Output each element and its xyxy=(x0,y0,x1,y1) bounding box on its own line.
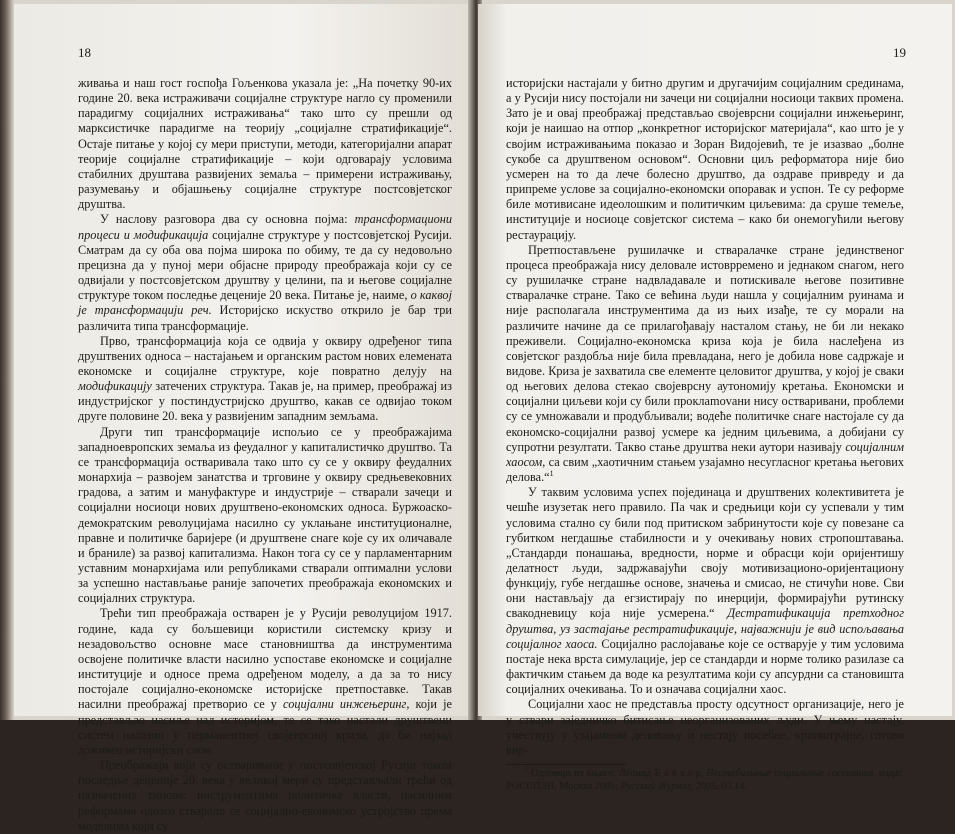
page-number: 18 xyxy=(78,45,91,60)
paragraph: Социјални хаос не представља просту одсутност организације, него је у ствари заједничко битисање неорганизованих људи. У њему настају, учествују у узајамном деловању и нестају посебне, краткотрајне, готово вир- xyxy=(506,697,904,757)
emphasis: модификацију xyxy=(78,379,152,394)
footnote-ref[interactable]: 1 xyxy=(549,468,554,478)
paragraph: Други тип трансформације испољио се у преображајима западноевропских земаља из феудалног у капиталистичко друштво. Та се трансформација остваривала тако што су се у оквиру феудалних монархија – развојем занатства и трговине у оквиру средњевековних градова, а затим и мануфактуре и индустрије – стварали зачеци и социјални носиоци нових друштвено-економских односа. Буржоаско-демократским револуцијама насилно су уклањане институционалне, правне и политичке баријере (и друштвене снаге које су их оличавале и браниле) за развој капитализма. Након тога су се у парламентарним уставним монархијама или републиками стварали оптимални услови за успешно настављање раније започетих преображаја економских и социјалних структура. xyxy=(78,424,452,606)
footnote-number: 1 xyxy=(524,764,528,774)
paragraph: У наслову разговора два су основна појма: трансформациони процеси и модификација социјалне структуре у постсовјетској Русији. Сматрам да су оба ова појма широка по обиму, те да су недовољно прецизна да у пуној мери објасне природу преображаја који су се одвијали у постсовјетском друштву у целини, па и његове социјалне структуре током последње деценије 20 века. Питање је, наиме, о каквој је трансформацији реч. Историјско искуство открило је бар три различита типа трансформације. xyxy=(78,212,453,333)
paragraph: живања и наш гост госпођа Гољенкова указала је: „На почетку 90-их године 20. века истраживачи социјалне структуре нагло су променили парадигму социјалних истраживања“ тако што су прешли од марксистичке парадигме на теорију „социјалне стратификације“. Остаје питање у којој су мери приступи, методи, категоријални апарат теорије социјалне стратификације – који одговарају условима стабилних друштава развијених земаља – примерени истраживању, разумевању и објашњењу социјалне структуре постсовјетског друштва. xyxy=(78,76,452,212)
left-page-body xyxy=(78,76,452,834)
emphasis: социјалним хаосом, xyxy=(506,439,904,469)
paragraph: Трећи тип преображаја остварен је у Русији револуцијом 1917. године, када су бољшевици користили системску кризу и незадовољство основне масе становништва да инструментима освојене политичке власти насилно успоставе економске и социјалне институције и односе према одређеном моделу, а да за то нису постојале социјално-економске историјске претпоставке. Такав насилни преображај претворио се у социјални инжењеринг, који је представљао насиље над историјом, те се тако настали друштвени систем налазио у перманентној својеврсној кризи, да би најзад доживео историјски слом. xyxy=(78,606,453,757)
emphasis: социјални инжењеринг, xyxy=(283,697,410,712)
right-page-body xyxy=(506,76,904,793)
paragraph: Претпостављене рушилачке и стваралачке стране јединственог процеса преображаја нису деловале истоврремено и једнаком снагом, него су рушилачке стране надвладавале и потискивале његове позитивне стваралачке стране. Тако се већина људи нашла у социјалним руинама и није располагала инструментима да из њих изађе, те су морали на различите начине да се прилагођавају насталом стању, не би ли некако преживели. Социјално-економска криза која је била наслеђена из совјетског раздобља није била превладана, него је добила нове садржаје и видове. Криза је захватила све елементе целовитог друштва, у којој је сваки од његових делова стекао својеврсну аутономију кретања. Економски и социјални циљеви који су били проклаmovани нису остваривани, проблеми су се умножавали и продубљивали; водеће политичке снаге настојале су да економско-социјални развој усмере ка једним циљевима, а добијани су супротни резултати. Такво стање друштва неки аутори називају социјалним хаосом, са свим „хаотичним стањем узајамно несугласног кретања његових делова.“$^1$ xyxy=(506,242,904,485)
paragraph: Прво, трансформација која се одвија у оквиру одређеног типа друштвених односа – настајањем и органским растом нових елемената економске и социјалне структуре, које повратно делују на модификацију затечених структура. Такав је, на пример, преображај из индустријског у постиндустријско друштво, какав се одвијао током друге половине 20. века у развијеним западним земљама. xyxy=(78,333,452,424)
emphasis: Дестратификација претходног друштва, уз застајање рестратификације, најважнији је вид испољавања социјалног хаоса. xyxy=(506,606,904,651)
right-page xyxy=(478,4,952,792)
page-number: 19 xyxy=(893,45,906,60)
footnote: $^1$ Одломци из књиге: Леонид Б л я х е р, Нестабильные социальные состояния, издат, РОССПЭН, Москва 2005; Русский Журнал, 2005. 03.14. xyxy=(506,764,904,792)
emphasis: о каквој је трансформацији реч. xyxy=(78,288,452,318)
paragraph: Преображаји који су остваривани у постсовјетској Русији током последње деценије 20. века у великој мери су представљали трећи од назначених типова: инструментима политичке власти, насилним реформама одозго стварало се социјално-економско устројство према моделима који су xyxy=(78,758,452,833)
emphasis: трансформациони процеси и модификација xyxy=(78,212,452,242)
paragraph: У таквим условима успех појединаца и друштвених колективитета је чешће изузетак него правило. Па чак и средњици који су успевали у тим условима стално су били под притиском забринутости које су повезане са губитком негдашње стабилности и у очекивању нових стропоштавања. „Стандарди понашања, вредности, норме и обрасци који оријентишу делатност људи, задржавајући своју мотивизационо-оријентациону функцију, губе негдашње основе, значења и смисао, не стичући нове. Сви они настављају да егзистирају по инерцији, формирајући рутинску свакодневицу која није усмерена.“ Дестратификација претходног друштва, уз застајање рестратификације, најважнији је вид испољавања социјалног хаоса. Социјално раслојавање које се остварује у тим условима постаје нека врста симулације, јер се стандарди и норме толико разилазе са фактичким стањем да воде ка резултатима који су апсурдни са становишта социјалних очекивања. То и означава социјални хаос. xyxy=(506,485,904,697)
paragraph: историјски настајали у битно другим и другачијим социјалним срединама, а у Русији нису постојали ни зачеци ни социјални носиоци таквих промена. Зато је и овај преображај представљао својеврсни социјални инжењеринг, који је наишао на отпор „конкретног историјског материјала“, као што је у својим истраживањима показао и Зоран Видојевић, те је изазвао „болне сукобе са друштвеном основом“. Основни циљ реформатора није био усмерен на то да лече болесно друштво, да оздраве привреду и да припреме услове за социјално-економски опоравак и успон. Те су реформе биле мотивисане идеолошким и политичким циљевима: да сруше темеље, институције и носиоце совјетског система – како би онемогућили његову рестаурацију. xyxy=(506,76,904,242)
left-page xyxy=(14,4,474,833)
